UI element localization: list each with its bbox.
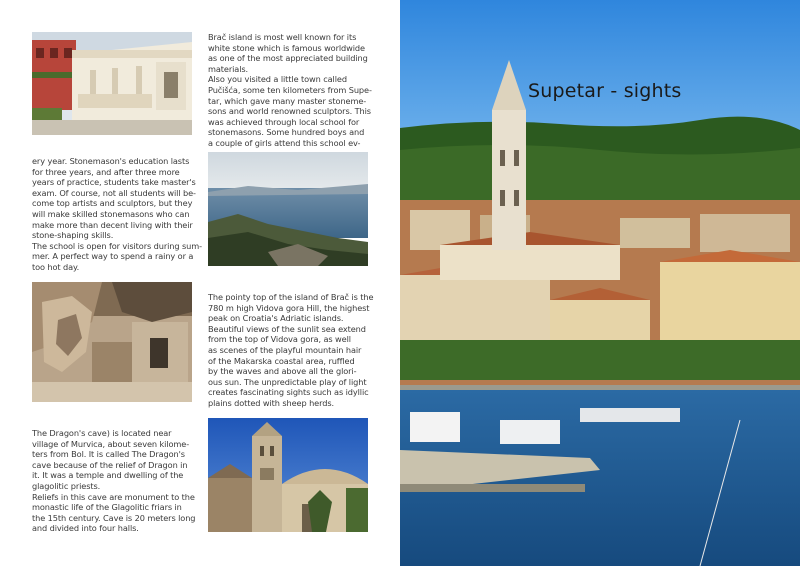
text-line: as scenes of the playful mountain hair <box>208 344 362 355</box>
text-line: village of Murvica, about seven kilome- <box>32 438 190 449</box>
text-line: creates fascinating sights such as idyllic <box>208 387 369 398</box>
text-line: Pučišća, some ten kilometers from Supe- <box>208 84 372 95</box>
text-line: exam. Of course, not all students will be- <box>32 187 196 198</box>
school-text-block <box>32 156 202 273</box>
text-line: Brač island is most well known for its <box>208 32 357 42</box>
text-line: glagolitic priests. <box>32 480 101 491</box>
text-line: will make skilled stonemasons who can <box>32 208 190 219</box>
text-line: stone-shaping skills. <box>32 230 114 241</box>
text-line: for three years, and after three more <box>32 166 180 177</box>
text-line: The school is open for visitors during sum- <box>32 240 202 251</box>
text-line: plains dotted with sheep herds. <box>208 397 335 408</box>
text-line: 780 m high Vidova gora Hill, the highest <box>208 302 370 313</box>
dragon-cave-photo <box>32 282 192 402</box>
text-line: of the Makarska coastal area, ruffled <box>208 355 355 366</box>
dragon-text-block <box>32 428 202 534</box>
text-line: it. It was a temple and dwelling of the <box>32 470 184 481</box>
text-line: by the waves and above all the glori- <box>208 366 357 377</box>
text-line: monastic life of the Glagolitic friars in <box>32 502 182 513</box>
text-line: and divided into four halls. <box>32 523 139 534</box>
text-line: mer. A perfect way to spend a rainy or a <box>32 251 194 262</box>
text-line: years of practice, students take master's <box>32 177 196 188</box>
text-line: ous sun. The unpredictable play of light <box>208 376 367 387</box>
vidova-text-block <box>208 292 388 409</box>
text-line: cave because of the relief of Dragon in <box>32 459 188 470</box>
text-line: a couple of girls attend this school ev- <box>208 137 361 148</box>
text-line: sons and world renowned sculptors. This <box>208 106 371 117</box>
page-title: Supetar - sights <box>528 80 682 102</box>
coastal-view-photo <box>208 152 368 266</box>
text-line: come top artists and sculptors, but they <box>32 198 193 209</box>
text-line: the 15th century. Cave is 20 meters long <box>32 512 196 523</box>
text-line: ery year. Stonemason's education lasts <box>32 156 190 166</box>
stone-palace-photo <box>32 32 192 135</box>
text-line: too hot day. <box>32 261 80 272</box>
text-line: make more than decent living with their <box>32 219 193 230</box>
text-line: Reliefs in this cave are monument to the <box>32 491 195 502</box>
text-line: from the top of Vidova gora, as well <box>208 334 351 345</box>
text-line: peak on Croatia's Adriatic islands. <box>208 313 344 324</box>
text-line: ters from Bol. It is called The Dragon's <box>32 449 185 460</box>
church-tower-photo <box>208 418 368 532</box>
text-line: as one of the most appreciated building <box>208 53 368 64</box>
stone-text-block <box>208 32 388 149</box>
text-line: white stone which is famous worldwide <box>208 42 365 53</box>
text-line: The pointy top of the island of Brač is the <box>208 292 374 302</box>
text-line: The Dragon's cave) is located near <box>32 428 172 438</box>
text-line: tar, which gave many master stoneme- <box>208 95 367 106</box>
text-line: materials. <box>208 63 249 74</box>
text-line: Also you visited a little town called <box>208 74 347 85</box>
text-line: Beautiful views of the sunlit sea extend <box>208 323 366 334</box>
text-line: was achieved through local school for <box>208 116 360 127</box>
text-line: stonemasons. Some hundred boys and <box>208 127 365 138</box>
